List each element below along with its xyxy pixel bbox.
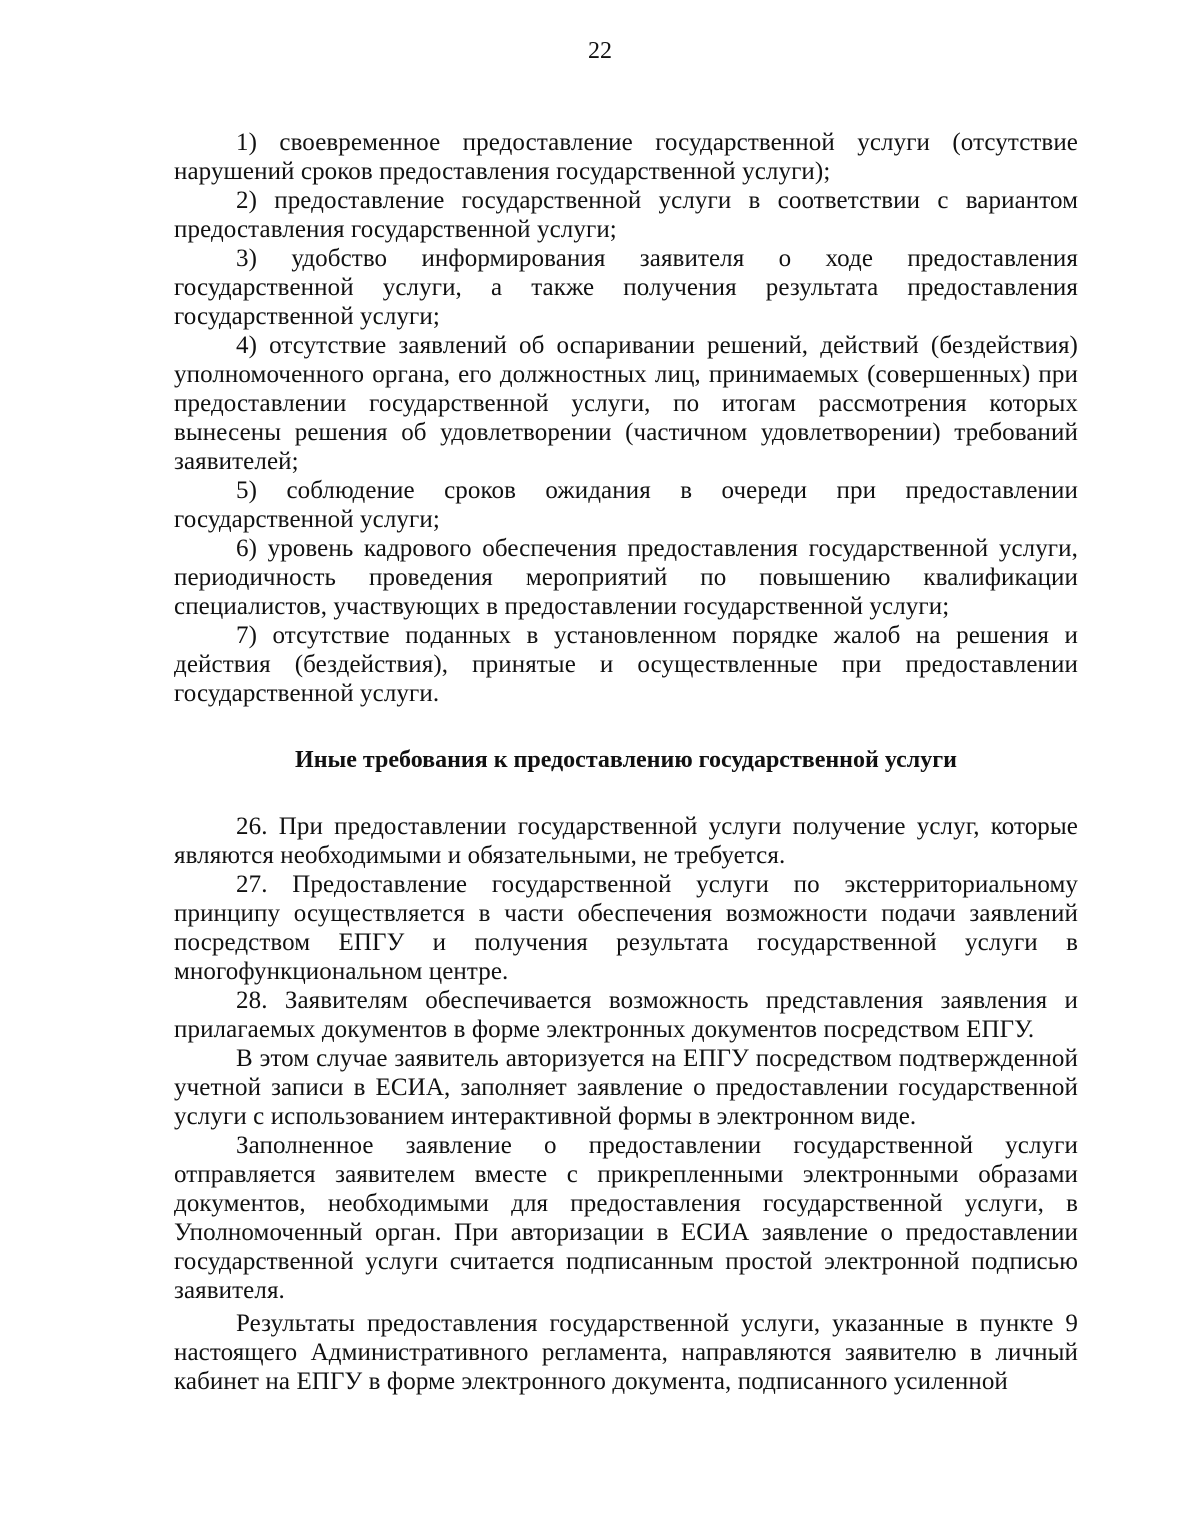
- paragraph: 27. Предоставление государственной услуги по экстерриториальному принципу осуществляется в части обеспечения возможности подачи заявлений посредством ЕПГУ и получения результата государственной услуги в многофункциональном центре.: [174, 871, 1078, 985]
- list-item: 1) своевременное предоставление государственной услуги (отсутствие нарушений сроков предоставления государственной услуги);: [174, 129, 1078, 185]
- document-body: [174, 128, 1078, 1396]
- paragraph: В этом случае заявитель авторизуется на ЕПГУ посредством подтвержденной учетной записи в ЕСИА, заполняет заявление о предоставлении государственной услуги с использованием интерактивной формы в электронном виде.: [174, 1045, 1078, 1130]
- section-heading: Иные требования к предоставлению государственной услуги: [295, 747, 957, 773]
- page-number: 22: [588, 38, 612, 64]
- list-item: 5) соблюдение сроков ожидания в очереди при предоставлении государственной услуги;: [174, 477, 1078, 533]
- paragraph: Заполненное заявление о предоставлении государственной услуги отправляется заявителем вместе с прикрепленными электронными образами документов, необходимыми для предоставления государственной услуги, в Уполномоченный орган. При авторизации в ЕСИА заявление о предоставлении государственной услуги считается подписанным простой электронной подписью заявителя.: [174, 1132, 1078, 1304]
- paragraph: Результаты предоставления государственной услуги, указанные в пункте 9 настоящего Административного регламента, направляются заявителю в личный кабинет на ЕПГУ в форме электронного документа, подписанного усиленной: [174, 1310, 1078, 1395]
- list-item: 3) удобство информирования заявителя о ходе предоставления государственной услуги, а также получения результата предоставления государственной услуги;: [174, 245, 1078, 330]
- paragraph: 26. При предоставлении государственной услуги получение услуг, которые являются необходимыми и обязательными, не требуется.: [174, 813, 1078, 869]
- paragraph: 28. Заявителям обеспечивается возможность представления заявления и прилагаемых документов в форме электронных документов посредством ЕПГУ.: [174, 987, 1078, 1043]
- list-item: 6) уровень кадрового обеспечения предоставления государственной услуги, периодичность проведения мероприятий по повышению квалификации специалистов, участвующих в предоставлении государственной услуги;: [174, 535, 1078, 620]
- list-item: 7) отсутствие поданных в установленном порядке жалоб на решения и действия (бездействия), принятые и осуществленные при предоставлении государственной услуги.: [174, 622, 1078, 707]
- list-item: 2) предоставление государственной услуги в соответствии с вариантом предоставления государственной услуги;: [174, 187, 1078, 243]
- list-item: 4) отсутствие заявлений об оспаривании решений, действий (бездействия) уполномоченного органа, его должностных лиц, принимаемых (совершенных) при предоставлении государственной услуги, по итогам рассмотрения которых вынесены решения об удовлетворении (частичном удовлетворении) требований заявителей;: [174, 332, 1078, 475]
